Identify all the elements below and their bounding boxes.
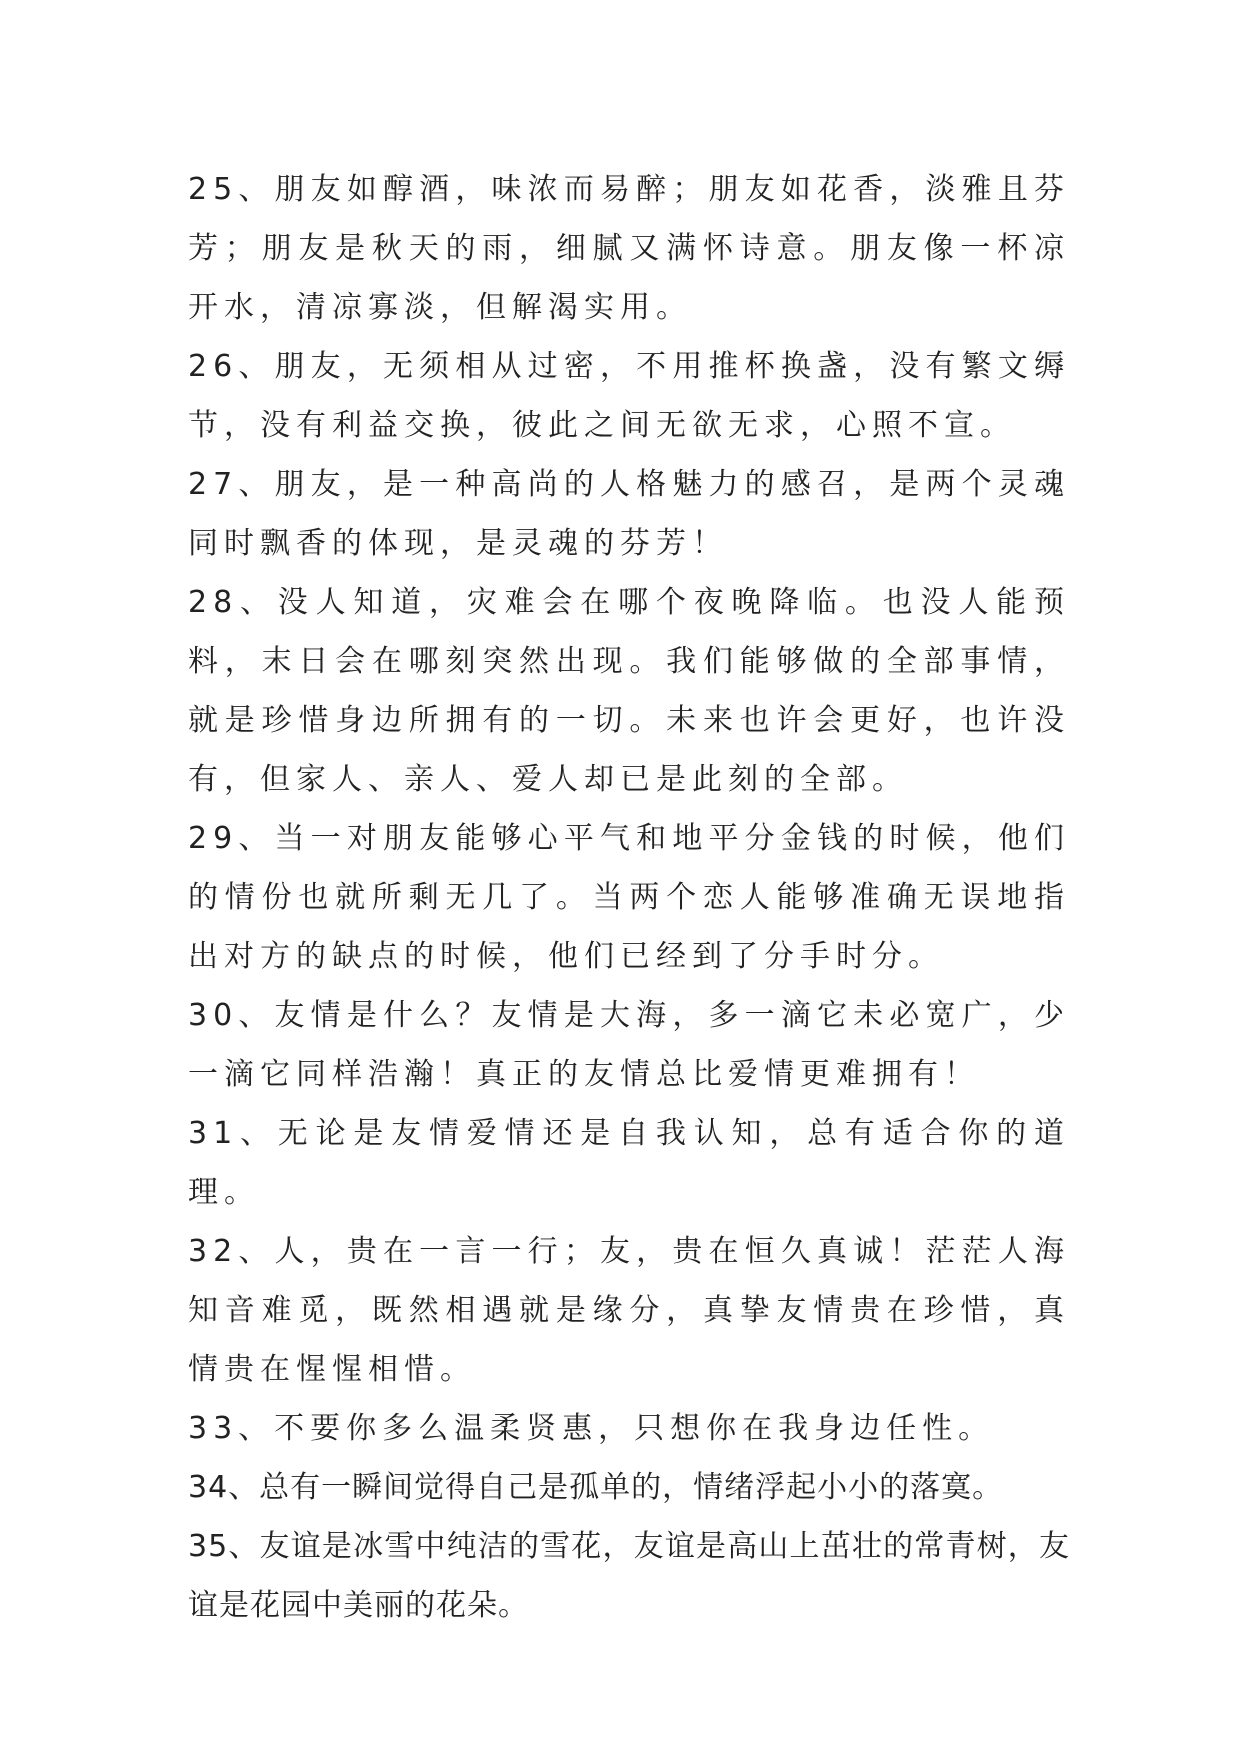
paragraph-35: 35、友谊是冰雪中纯洁的雪花，友谊是高山上茁壮的常青树，友谊是花园中美丽的花朵。 bbox=[188, 1529, 1070, 1623]
paragraph-26: 26、朋友，无须相从过密，不用推杯换盏，没有繁文缛节，没有利益交换，彼此之间无欲无求，心照不宣。 bbox=[188, 349, 1070, 443]
paragraph-33: 33、不要你多么温柔贤惠，只想你在我身边任性。 bbox=[188, 1411, 995, 1446]
paragraph-32: 32、人，贵在一言一行；友，贵在恒久真诚！茫茫人海知音难觅，既然相遇就是缘分，真挚友情贵在珍惜，真情贵在惺惺相惜。 bbox=[188, 1234, 1070, 1387]
paragraph-27: 27、朋友，是一种高尚的人格魅力的感召，是两个灵魂同时飘香的体现，是灵魂的芬芳！ bbox=[188, 467, 1070, 561]
paragraph-25: 25、朋友如醇酒，味浓而易醉；朋友如花香，淡雅且芬芳；朋友是秋天的雨，细腻又满怀诗意。朋友像一杯凉开水，清凉寡淡，但解渴实用。 bbox=[188, 172, 1070, 325]
paragraph-30: 30、友情是什么？友情是大海，多一滴它未必宽广，少一滴它同样浩瀚！真正的友情总比爱情更难拥有！ bbox=[188, 998, 1070, 1092]
paragraph-34: 34、总有一瞬间觉得自己是孤单的，情绪浮起小小的落寞。 bbox=[188, 1470, 1004, 1505]
paragraph-28: 28、没人知道，灾难会在哪个夜晚降临。也没人能预料，末日会在哪刻突然出现。我们能够做的全部事情，就是珍惜身边所拥有的一切。未来也许会更好，也许没有，但家人、亲人、爱人却已是此刻的全部。 bbox=[188, 585, 1070, 797]
document-body bbox=[188, 160, 1070, 1635]
paragraph-31: 31、无论是友情爱情还是自我认知，总有适合你的道理。 bbox=[188, 1116, 1070, 1210]
paragraph-29: 29、当一对朋友能够心平气和地平分金钱的时候，他们的情份也就所剩无几了。当两个恋人能够准确无误地指出对方的缺点的时候，他们已经到了分手时分。 bbox=[188, 821, 1070, 974]
